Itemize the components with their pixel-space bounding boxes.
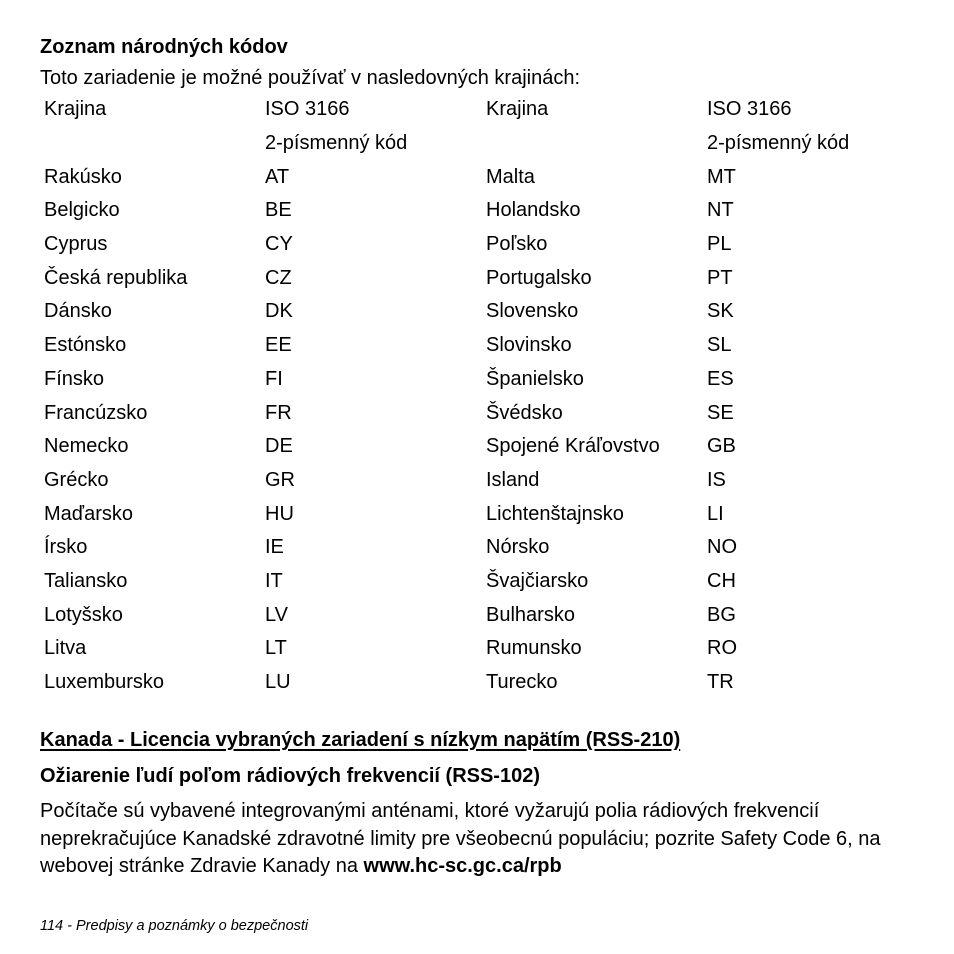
- country-code: CZ: [265, 266, 292, 289]
- health-canada-link[interactable]: www.hc-sc.gc.ca/rpb: [363, 855, 562, 877]
- country-code: LT: [265, 637, 287, 660]
- country-name: Rumunsko: [486, 637, 582, 660]
- table-row: [44, 565, 907, 599]
- table-row: [44, 497, 907, 531]
- table-header-row: [44, 93, 907, 127]
- table-row: [44, 396, 907, 430]
- page-footer: 114 - Predpisy a poznámky o bezpečnosti: [40, 918, 309, 934]
- country-code: SK: [707, 300, 734, 323]
- table-row: [44, 632, 907, 666]
- country-code: BG: [707, 603, 736, 626]
- country-codes-table: [44, 93, 907, 699]
- country-code: BE: [265, 199, 292, 222]
- country-code: HU: [265, 502, 294, 525]
- country-name: Island: [486, 468, 540, 491]
- country-code: NO: [707, 536, 737, 559]
- country-name: Rakúsko: [44, 165, 122, 188]
- table-row: [44, 666, 907, 700]
- country-code: DK: [265, 300, 293, 323]
- table-row: [44, 598, 907, 632]
- country-code: MT: [707, 165, 736, 188]
- country-name: Dánsko: [44, 300, 112, 323]
- country-name: Írsko: [44, 536, 88, 559]
- country-code: IT: [265, 569, 283, 592]
- header-country: Krajina: [44, 98, 107, 121]
- page-title: Zoznam národných kódov: [40, 36, 288, 58]
- country-name: Nemecko: [44, 435, 129, 458]
- table-row: [44, 531, 907, 565]
- header-empty-2: [486, 127, 707, 161]
- country-name: Cyprus: [44, 233, 108, 256]
- section-subtitle-rf-exposure: Ožiarenie ľudí poľom rádiových frekvencií (RSS-102): [40, 765, 540, 787]
- country-code: PL: [707, 233, 732, 256]
- country-name: Slovensko: [486, 300, 579, 323]
- header-code-sublabel-2: 2-písmenný kód: [707, 132, 850, 155]
- table-row: [44, 329, 907, 363]
- country-name: Belgicko: [44, 199, 120, 222]
- rf-paragraph: [40, 798, 930, 881]
- header-country-2: Krajina: [486, 98, 549, 121]
- country-name: Bulharsko: [486, 603, 575, 626]
- table-row: [44, 464, 907, 498]
- country-code: CH: [707, 569, 736, 592]
- country-name: Slovinsko: [486, 334, 572, 357]
- country-code: CY: [265, 233, 293, 256]
- table-row: [44, 261, 907, 295]
- country-name: Turecko: [486, 671, 558, 694]
- country-name: Estónsko: [44, 334, 127, 357]
- country-code: FI: [265, 367, 283, 390]
- country-code: IE: [265, 536, 284, 559]
- country-name: Poľsko: [486, 233, 548, 256]
- header-empty: [44, 127, 265, 161]
- header-code-2: ISO 3166: [707, 98, 792, 121]
- country-code: GR: [265, 468, 295, 491]
- country-code: SL: [707, 334, 732, 357]
- header-code-sublabel: 2-písmenný kód: [265, 132, 408, 155]
- table-row: [44, 194, 907, 228]
- country-name: Litva: [44, 637, 87, 660]
- country-name: Spojené Kráľovstvo: [486, 435, 660, 458]
- country-name: Portugalsko: [486, 266, 592, 289]
- table-row: [44, 363, 907, 397]
- country-code: EE: [265, 334, 292, 357]
- country-code: SE: [707, 401, 734, 424]
- table-row: [44, 295, 907, 329]
- table-row: [44, 228, 907, 262]
- country-code: LI: [707, 502, 724, 525]
- country-code: FR: [265, 401, 292, 424]
- country-name: Francúzsko: [44, 401, 148, 424]
- section-title-canada: Kanada - Licencia vybraných zariadení s nízkym napätím (RSS-210): [40, 729, 681, 751]
- country-name: Lichtenštajnsko: [486, 502, 624, 525]
- country-code: LU: [265, 671, 291, 694]
- table-header-subrow: [44, 127, 907, 161]
- country-code: RO: [707, 637, 737, 660]
- paragraph-text: Počítače sú vybavené integrovanými anténami, ktoré vyžarujú polia rádiových frekvencií neprekračujúce Kanadské zdravotné limity pre všeobecnú populáciu; pozrite Safety Code 6, na webovej stránke Zdravie Kanady na: [40, 800, 881, 877]
- country-name: Lotyšsko: [44, 603, 123, 626]
- country-name: Česká republika: [44, 266, 188, 289]
- country-code: NT: [707, 199, 734, 222]
- country-name: Fínsko: [44, 367, 105, 390]
- country-name: Nórsko: [486, 536, 550, 559]
- country-code: PT: [707, 266, 733, 289]
- country-code: AT: [265, 165, 290, 188]
- table-row: [44, 160, 907, 194]
- country-code: ES: [707, 367, 734, 390]
- country-name: Švajčiarsko: [486, 569, 589, 592]
- country-name: Maďarsko: [44, 502, 133, 525]
- country-code: LV: [265, 603, 288, 626]
- country-name: Španielsko: [486, 367, 584, 390]
- country-name: Taliansko: [44, 569, 128, 592]
- table-row: [44, 430, 907, 464]
- country-code: GB: [707, 435, 736, 458]
- country-code: DE: [265, 435, 293, 458]
- country-name: Švédsko: [486, 401, 563, 424]
- country-name: Luxembursko: [44, 671, 165, 694]
- header-code: ISO 3166: [265, 98, 350, 121]
- intro-text: Toto zariadenie je možné používať v nasledovných krajinách:: [40, 67, 581, 89]
- country-name: Grécko: [44, 468, 109, 491]
- country-name: Holandsko: [486, 199, 581, 222]
- country-code: IS: [707, 468, 726, 491]
- country-name: Malta: [486, 165, 535, 188]
- country-code: TR: [707, 671, 734, 694]
